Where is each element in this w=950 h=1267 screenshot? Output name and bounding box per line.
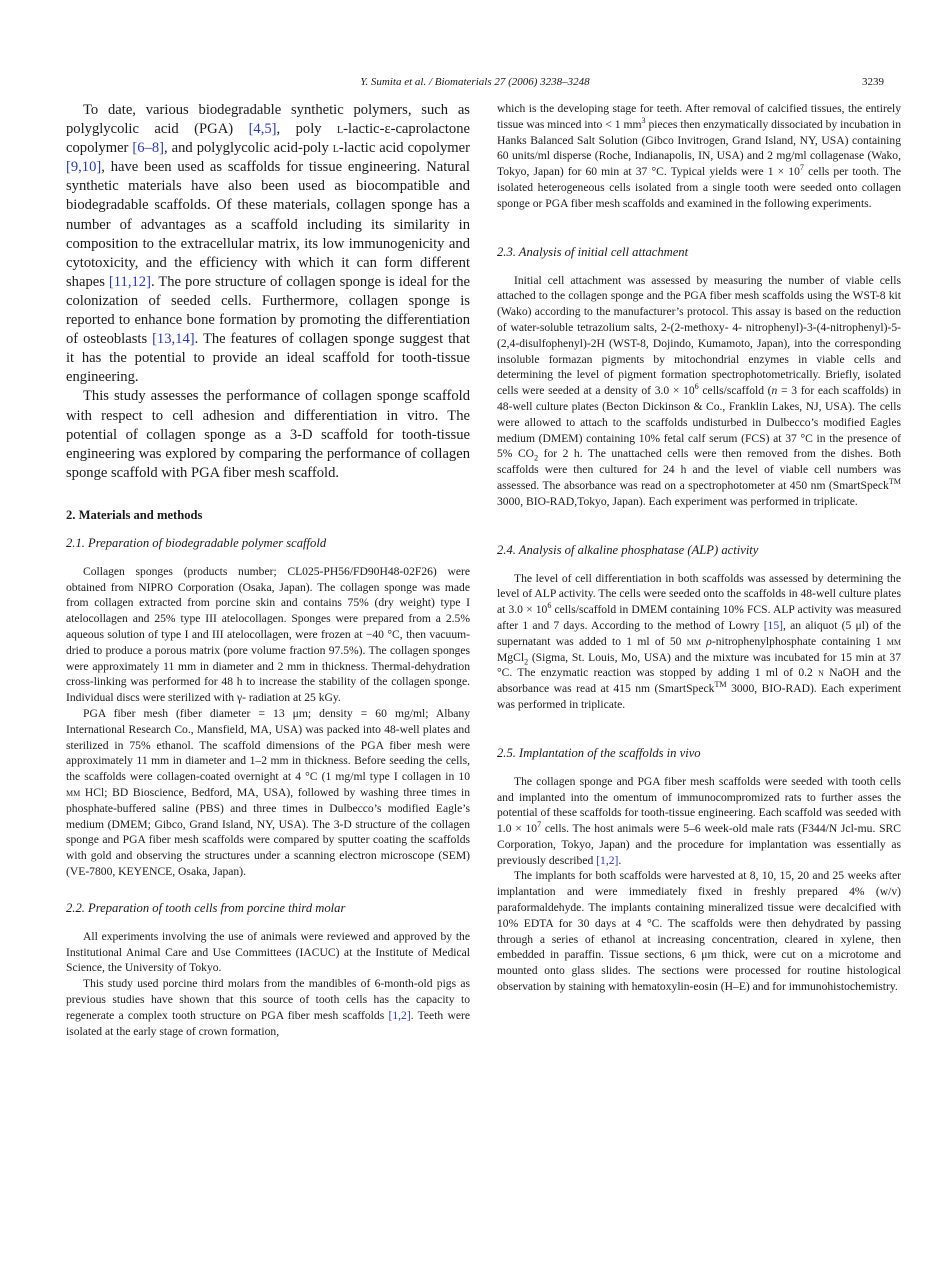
journal-citation: Y. Sumita et al. / Biomaterials 27 (2006) 3238–3248 — [360, 76, 590, 88]
page-number: 3239 — [862, 76, 884, 88]
methods-paragraph: PGA fiber mesh (fiber diameter = 13 μm; density = 60 mg/ml; Albany International Research Co., Mansfield, MA, USA) was packed into 48-well plates and sterilized in 75% ethanol. The scaffold dimensions of the PGA fiber mesh were approximately 11 mm in diameter and 1–2 mm in thickness. Before seeding the cells, the scaffolds were collagen-coated overnight at 4 °C (1 mg/ml type I collagen in 10 mm HCl; BD Bioscience, Bedford, MA, USA), followed by washing three times in phosphate-buffered saline (PBS) and three times in Dulbecco’s modified Eagle’s medium (DMEM; Gibco, Grand Island, NY, USA). The 3-D structure of the collagen sponge and PGA fiber mesh scaffolds were compared by sputter coating the scaffolds with gold and observing the structures under a scanning electron microscope (SEM) (VE-7800, KEYENCE, Osaka, Japan). — [66, 707, 470, 879]
subsection-heading: 2.4. Analysis of alkaline phosphatase (ALP) activity — [497, 542, 759, 557]
reference-link[interactable]: [15] — [763, 618, 784, 632]
reference-link[interactable]: [1,2] — [388, 1008, 411, 1022]
methods-paragraph: The collagen sponge and PGA fiber mesh scaffolds were seeded with tooth cells and implanted into the omentum of immunocompromized rats to further asses the potential of these scaffolds for tooth-tissue engineering. Each scaffold was seeded with $1.0 \times 10^7$ cells. The host animals were 5–6 week-old male rats (F344/N Jcl-mu. SRC Corporation, Tokyo, Japan) and the procedure for implantation was essentially as previously described [1,2]. — [497, 774, 901, 867]
methods-paragraph: Initial cell attachment was assessed by measuring the number of viable cells attached to the collagen sponge and the PGA fiber mesh scaffolds using the WST-8 kit (Wako) according to the manufacturer’s protocol. This assay is based on the reduction of water-soluble tetrazolium salts, 2-(2-methoxy- 4- nitrophenyl)-3-(4-nitrophenyl)-5-(2,4-disulfophenyl)-2H (WST-8, Dojindo, Kumamoto, Japan), into the corresponding insoluble formazan pigments by mitochondrial enzymes in viable cells and determining the level of pigment formation spectrophotometrically. Briefly, isolated cells were seeded at a density of $3.0 \times 10^6$ cells/scaffold (n = 3 for each scaffolds) in 48-well culture plates (Becton Dickinson & Co., Franklin Lakes, NJ, USA). The cells were allowed to attach to the scaffolds undisturbed in Dulbecco’s modified Eagles medium (DMEM) containing 10% fetal calf serum (FCS) at 37 °C in the presence of 5% $CO_2$ for 2 h. The unattached cells were then removed from the dishes. Both scaffolds were then cultured for 24 h and the level of viable cell numbers was assessed. The absorbance was read on a spectrophotometer at 450 nm (SmartSpeck™ 3000, BIO-RAD,Tokyo, Japan). Each experiment was performed in triplicate. — [497, 273, 901, 508]
intro-paragraph-2: This study assesses the performance of collagen sponge scaffold with respect to cell adhesion and differentiation in vitro. The potential of collagen sponge as a 3-D scaffold for tooth-tissue engineering was explored by comparing the performance of collagen sponge scaffold with PGA fiber mesh scaffold. — [66, 388, 470, 481]
reference-link[interactable]: [4,5] — [248, 121, 277, 138]
reference-link[interactable]: [9,10] — [66, 159, 102, 176]
methods-paragraph: The level of cell differentiation in both scaffolds was assessed by determining the level of ALP activity. The cells were seeded onto the scaffolds in 48-well culture plates at $3.0 \times 10^6$ cells/scaffold in DMEM containing 10% FCS. ALP activity was measured after 1 and 7 days. According to the method of Lowry [15], an aliquot (5 μl) of the supernatant was added to 1 ml of 50 mm ρ-nitrophenylphosphate containing 1 mm MgCl$_2$ (Sigma, St. Louis, Mo, USA) and the mixture was incubated for 15 min at 37 °C. The enzymatic reaction was stopped by adding 1 ml of 0.2 n NaOH and the absorbance was read at 415 nm (SmartSpeck™ 3000, BIO-RAD). Each experiment was performed in triplicate. — [497, 571, 902, 711]
intro-paragraph-1: To date, various biodegradable synthetic polymers, such as polyglycolic acid (PGA) [4,5], poly l-lactic-ε-caprolactone copolymer [6–8], and polyglycolic acid-poly l-lactic acid copolymer [9,10], have been used as scaffolds for tissue engineering. Natural synthetic materials have also been used as biocompatible and biodegradable scaffolds. Of these materials, collagen sponge has a number of advantages as a scaffold including its similarity in composition to the extracellular matrix, its low immunogenicity and cytotoxicity, and the efficiency with which it can form different shapes [11,12]. The pore structure of collagen sponge is ideal for the colonization of seeded cells. Furthermore, collagen sponge is reported to enhance bone formation by promoting the differentiation of osteoblasts [13,14]. The features of collagen sponge suggest that it has the potential to provide an ideal scaffold for tooth-tissue engineering. — [66, 102, 471, 386]
methods-paragraph: which is the developing stage for teeth. After removal of calcified tissues, the entirely tissue was minced into < 1 $mm^3$ pieces then enzymatically dissociated by incubation in Hanks Balanced Salt Solution (Gibco Invitrogen, Grand Island, NY, USA) containing 60 units/ml disperse (Roche, Indianapolis, IN, USA) and 2 mg/ml collagenase (Wako, Tokyo, Japan) for 60 min at 37 °C. Typical yields were $1 \times 10^7$ cells per tooth. The isolated heterogeneous cells isolated from a single tooth were seeded onto collagen sponge or PGA fiber mesh scaffolds and examined in the following experiments. — [497, 102, 901, 210]
reference-link[interactable]: [6–8] — [132, 140, 165, 157]
methods-paragraph: The implants for both scaffolds were harvested at 8, 10, 15, 20 and 25 weeks after implantation and were immediately fixed in freshly prepared 4% (w/v) paraformaldehyde. The implants containing mineralized tissue were decalcified with 10% EDTA for 30 days at 4 °C. The scaffolds were then dehydrated by passing through a series of ethanol at increasing concentration, cleared in xylene, then embedded in paraffin. Tissue sections, 6 μm thick, were cut on a microtome and mounted onto glass slides. The sections were processed for routine histological observation by staining with hematoxylin-eosin (H–E) and for immunohistochemistry. — [497, 869, 901, 994]
running-header — [66, 76, 884, 92]
left-column — [66, 101, 470, 1039]
subsection-heading: 2.3. Analysis of initial cell attachment — [497, 244, 689, 259]
reference-link[interactable]: [13,14] — [152, 331, 195, 348]
subsection-heading: 2.1. Preparation of biodegradable polymer scaffold — [66, 535, 327, 550]
subsection-heading: 2.5. Implantation of the scaffolds in vivo — [497, 745, 701, 760]
subsection-heading: 2.2. Preparation of tooth cells from porcine third molar — [66, 900, 346, 915]
reference-link[interactable]: [1,2] — [596, 853, 619, 867]
section-heading: 2. Materials and methods — [66, 507, 203, 522]
reference-link[interactable]: [11,12] — [108, 273, 151, 290]
methods-paragraph: All experiments involving the use of animals were reviewed and approved by the Institutional Animal Care and Use Committees (IACUC) at the Institute of Medical Science, the University of Tokyo. — [66, 929, 470, 975]
methods-paragraph: Collagen sponges (products number; CL025-PH56/FD90H48-02F26) were obtained from NIPRO Corporation (Osaka, Japan). The collagen sponge was made from collagen extracted from porcine skin and contains 75% (dry weight) type I atelocollagen and 25% type III atelocollagen. Sponges were prepared from a 2.5% aqueous solution of type I and III atelocollagen, were frozen at −40 °C, then vacuum-dried to produce a porous matrix (pore volume fraction 97.5%). The collagen sponges were approximately 11 mm in diameter and 2 mm in thickness. Thermal-dehydration cross-linking was performed for 48 h to increase the stability of the collagen sponge. Individual discs were sterilized with γ- radiation at 25 kGy. — [66, 564, 470, 705]
methods-paragraph: This study used porcine third molars from the mandibles of 6-month-old pigs as previous studies have shown that this source of tooth cells has the capacity to regenerate a complex tooth structure on PGA fiber mesh scaffolds [1,2]. Teeth were isolated at the early stage of crown formation, — [66, 977, 471, 1038]
right-column — [497, 101, 901, 995]
